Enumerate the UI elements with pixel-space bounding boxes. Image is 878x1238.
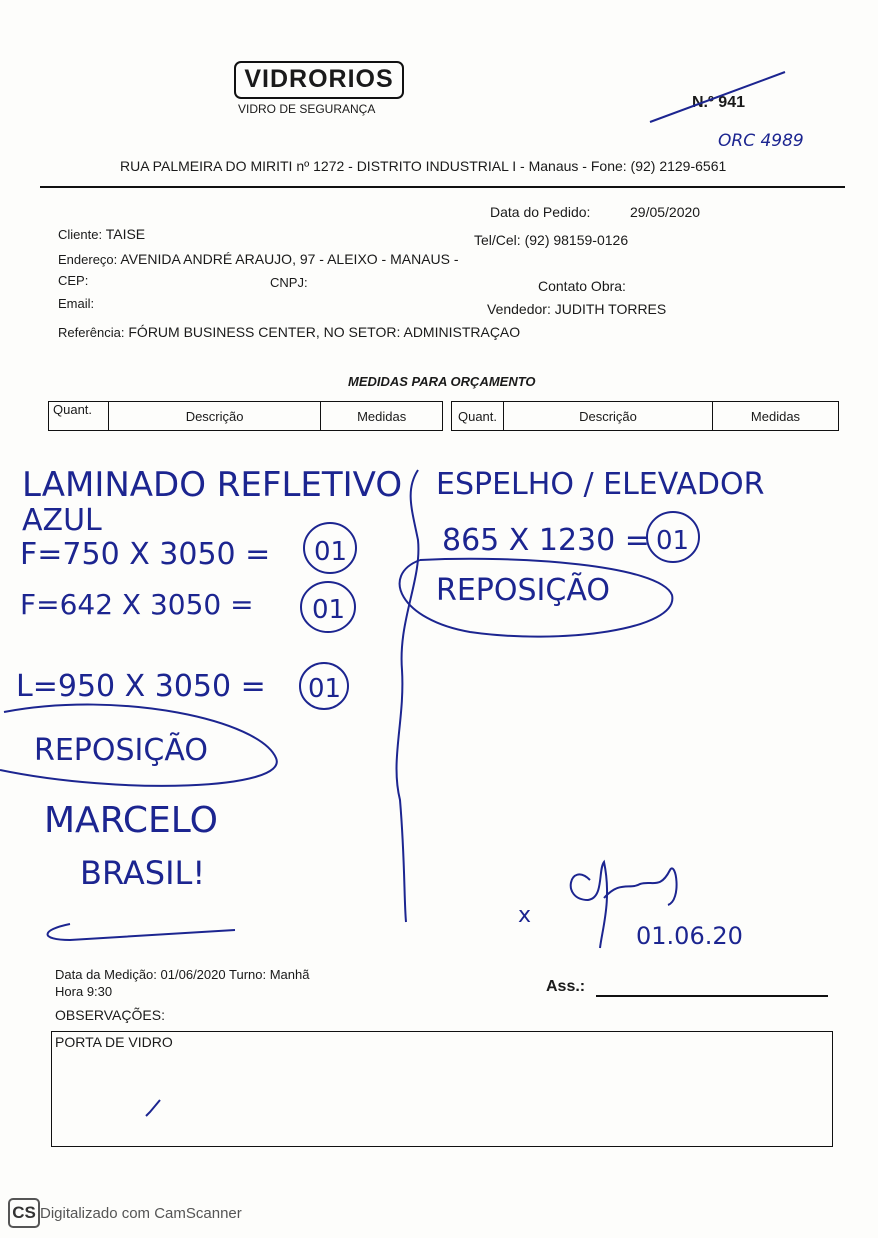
hw-left-line3: F=750 X 3050 = (20, 537, 271, 572)
signature-label: Ass.: (546, 978, 586, 995)
hw-right-line1: ESPELHO / ELEVADOR (436, 467, 765, 502)
time-label: Hora (55, 984, 84, 999)
client-value: TAISE (105, 226, 146, 242)
hw-right-line2: 865 X 1230 = (442, 523, 650, 558)
seller-label: Vendedor: (487, 301, 551, 317)
doc-number-label: N.º 941 (692, 94, 745, 111)
notes-value: PORTA DE VIDRO (55, 1034, 173, 1050)
hw-left-qty4: 01 (312, 595, 346, 625)
col-qty-left: Quant. (49, 402, 109, 430)
col-measures-left: Medidas (357, 408, 407, 424)
cnpj-label: CNPJ: (270, 275, 308, 290)
col-desc-left: Descrição (109, 402, 321, 430)
measure-date-row (55, 967, 309, 982)
hw-left-line2: AZUL (22, 503, 102, 538)
camscanner-watermark: Digitalizado com CamScanner (40, 1205, 242, 1222)
sign-date: 01.06.20 (636, 922, 743, 950)
hw-right-qty2: 01 (656, 526, 690, 556)
address-label: Endereço: (58, 252, 118, 267)
hw-left-line6: REPOSIÇÃO (34, 733, 208, 768)
hw-left-line5: L=950 X 3050 = (16, 669, 266, 704)
cep-label: CEP: (58, 273, 89, 288)
measure-date: 01/06/2020 (160, 967, 226, 982)
signature-line (596, 995, 828, 997)
col-qty-right: Quant. (452, 402, 504, 430)
reference-label: Referência: (58, 325, 125, 340)
hw-left-line8: BRASIL! (80, 854, 206, 892)
company-address: RUA PALMEIRA DO MIRITI nº 1272 - DISTRITO INDUSTRIAL I - Manaus - Fone: (92) 2129-6561 (120, 158, 727, 174)
orc-note: ORC 4989 (718, 131, 804, 151)
phone-label: Tel/Cel: (474, 232, 521, 248)
shift-value: Manhã (269, 967, 310, 982)
hw-left-line1: LAMINADO REFLETIVO (22, 465, 403, 505)
seller-value: JUDITH TORRES (554, 301, 667, 317)
measure-date-label: Data da Medição: (55, 967, 157, 982)
col-desc-right: Descrição (504, 402, 713, 430)
hw-left-line7: MARCELO (44, 800, 218, 841)
time-value: 9:30 (86, 984, 113, 999)
number-strike-mark (650, 72, 785, 122)
reference-value: FÓRUM BUSINESS CENTER, NO SETOR: ADMINISTRAÇAO (128, 324, 521, 340)
time-row (55, 984, 112, 999)
address-value: AVENIDA ANDRÉ ARAUJO, 97 - ALEIXO - MANAUS - (120, 251, 459, 267)
x-mark: x (518, 903, 532, 928)
phone-value: (92) 98159-0126 (524, 232, 629, 248)
measures-title: MEDIDAS PARA ORÇAMENTO (348, 374, 536, 389)
order-date: 29/05/2020 (630, 204, 701, 220)
email-label: Email: (58, 296, 95, 311)
col-measures-right: Medidas (750, 408, 801, 424)
column-divider-stroke (397, 470, 419, 922)
underline-stroke (48, 924, 236, 940)
hw-left-qty3: 01 (314, 537, 348, 567)
notes-label: OBSERVAÇÕES: (55, 1007, 165, 1023)
notes-box (51, 1031, 833, 1147)
hw-left-qty5: 01 (308, 674, 342, 704)
order-date-label: Data do Pedido: (490, 204, 591, 220)
client-label: Cliente: (58, 227, 103, 242)
company-name: VIDRORIOS (244, 65, 394, 93)
doc-number: 941 (718, 94, 745, 111)
contact-label: Contato Obra: (538, 278, 626, 294)
hw-right-line3: REPOSIÇÃO (436, 573, 610, 608)
shift-label: Turno: (229, 967, 267, 982)
company-tagline: VIDRO DE SEGURANÇA (238, 102, 376, 116)
hw-left-line4: F=642 X 3050 = (20, 588, 254, 621)
camscanner-logo-icon: CS (8, 1198, 40, 1228)
